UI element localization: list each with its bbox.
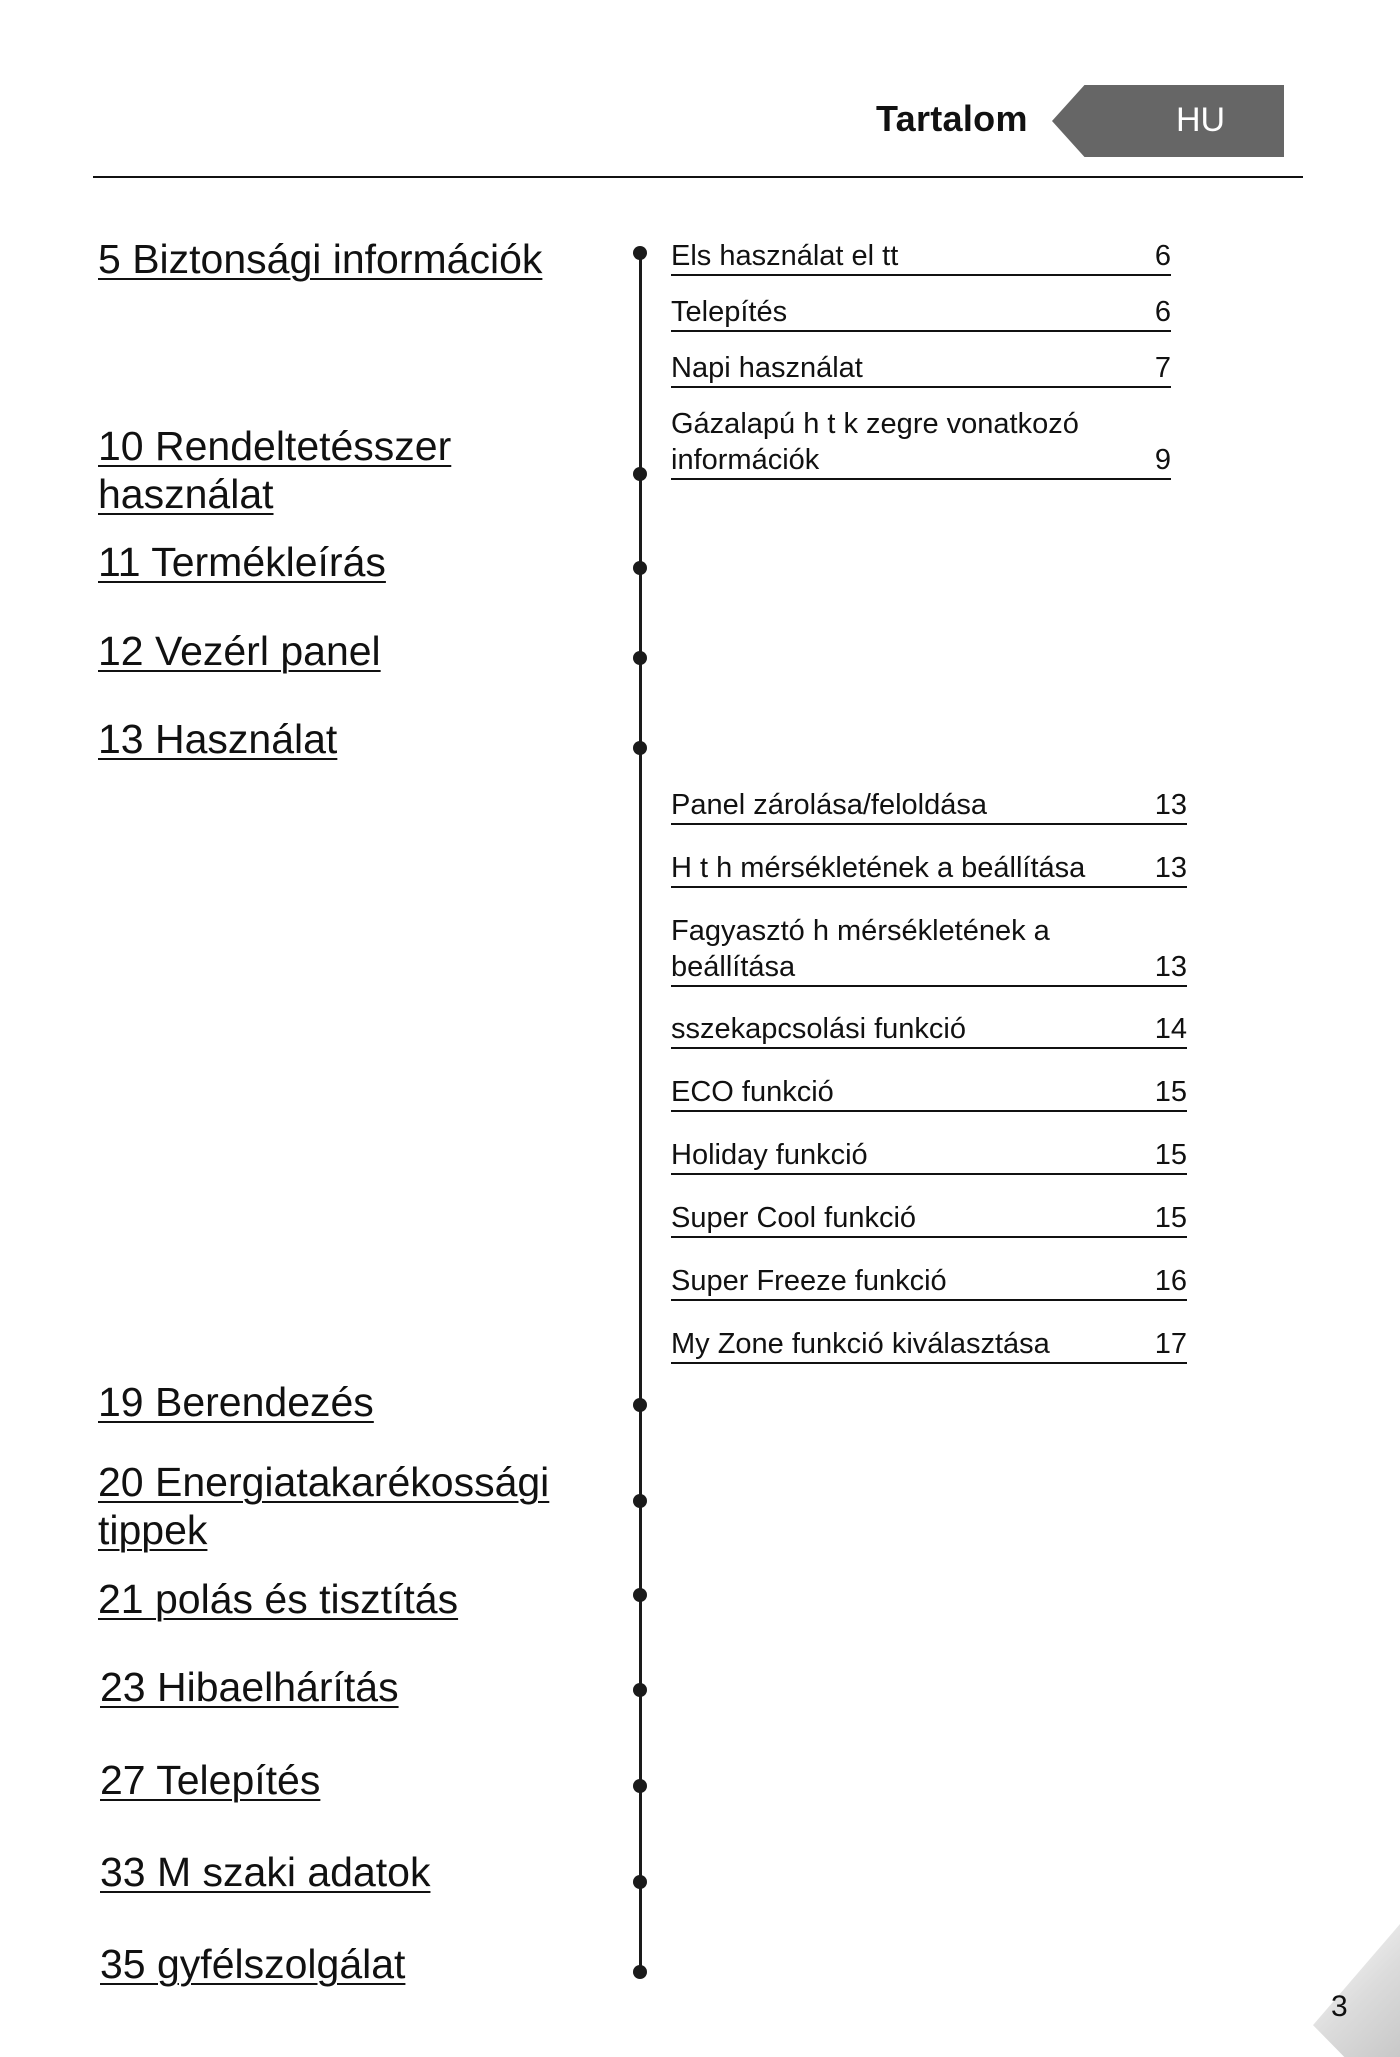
toc-entry[interactable]: [671, 913, 1187, 987]
toc-entry[interactable]: [671, 1200, 1187, 1238]
timeline-dot: [633, 651, 647, 665]
toc-entry-page: 13: [1154, 789, 1187, 821]
toc-entry[interactable]: [671, 294, 1171, 332]
timeline-dot: [633, 1779, 647, 1793]
toc-entry-page: 13: [1154, 951, 1187, 983]
page-number: 3: [1331, 1990, 1348, 2023]
header-divider: [93, 176, 1303, 178]
chapter-link-usage[interactable]: 13 Használat: [98, 716, 338, 762]
timeline-dot: [633, 1683, 647, 1697]
timeline-spine: [639, 252, 642, 1972]
page-title: Tartalom: [876, 98, 1028, 139]
chapter-link-customer-service[interactable]: 35 gyfélszolgálat: [100, 1941, 406, 1987]
toc-entry-page: 6: [1154, 296, 1171, 328]
toc-entry-label: Fagyasztó h mérsékletének a beállítása: [671, 915, 1050, 983]
timeline-dot: [633, 741, 647, 755]
toc-entry-page: 15: [1154, 1139, 1187, 1171]
chapter-link-troubleshooting[interactable]: 23 Hibaelhárítás: [100, 1664, 399, 1710]
toc-entry-label: ECO funkció: [671, 1076, 834, 1108]
toc-entry[interactable]: [671, 350, 1171, 388]
toc-entry-page: 16: [1154, 1265, 1187, 1297]
chapter-link-equipment[interactable]: 19 Berendezés: [98, 1379, 374, 1425]
toc-entry-label: Super Freeze funkció: [671, 1265, 947, 1297]
toc-entry-page: 13: [1154, 852, 1187, 884]
timeline-dot: [633, 467, 647, 481]
toc-entry-page: 15: [1154, 1202, 1187, 1234]
chapter-link-intended-use[interactable]: 10 Rendeltetésszer használat: [98, 423, 452, 517]
chapter-link-control-panel[interactable]: 12 Vezérl panel: [98, 628, 381, 674]
language-label: HU: [1176, 101, 1226, 139]
toc-entry[interactable]: [671, 406, 1171, 480]
timeline-dot: [633, 1965, 647, 1979]
language-tab: [1052, 85, 1284, 157]
toc-entry[interactable]: [671, 787, 1187, 825]
toc-entry[interactable]: [671, 1137, 1187, 1175]
toc-entry-label: Els használat el tt: [671, 240, 899, 272]
toc-entry-label: H t h mérsékletének a beállítása: [671, 852, 1086, 884]
timeline-dot: [633, 1875, 647, 1889]
toc-entry-page: 15: [1154, 1076, 1187, 1108]
toc-entry-page: 7: [1154, 352, 1171, 384]
page-corner-tab: [1313, 1924, 1400, 2057]
toc-entry-label: Gázalapú h t k zegre vonatkozó információk: [671, 408, 1079, 476]
chapter-link-product-description[interactable]: 11 Termékleírás: [98, 539, 386, 585]
toc-entry-label: Telepítés: [671, 296, 788, 328]
toc-entry-label: sszekapcsolási funkció: [671, 1013, 966, 1045]
toc-entry[interactable]: [671, 850, 1187, 888]
toc-entry-label: Panel zárolása/feloldása: [671, 789, 987, 821]
toc-entry[interactable]: [671, 238, 1171, 276]
timeline-dot: [633, 561, 647, 575]
chapter-link-energy-saving[interactable]: 20 Energiatakarékossági tippek: [98, 1459, 550, 1553]
toc-entry-page: 9: [1154, 444, 1171, 476]
toc-entry[interactable]: [671, 1326, 1187, 1364]
chapter-link-technical-data[interactable]: 33 M szaki adatok: [100, 1849, 431, 1895]
timeline-dot: [633, 1588, 647, 1602]
toc-entry-label: Super Cool funkció: [671, 1202, 917, 1234]
timeline-dot: [633, 1494, 647, 1508]
toc-entry-label: Napi használat: [671, 352, 863, 384]
chapter-link-care-cleaning[interactable]: 21 polás és tisztítás: [98, 1576, 459, 1622]
toc-entry[interactable]: [671, 1263, 1187, 1301]
toc-entry-page: 6: [1154, 240, 1171, 272]
chapter-link-installation[interactable]: 27 Telepítés: [100, 1757, 321, 1803]
toc-entry[interactable]: [671, 1074, 1187, 1112]
toc-entry-label: Holiday funkció: [671, 1139, 868, 1171]
chapter-link-safety[interactable]: 5 Biztonsági információk: [98, 236, 543, 282]
timeline-dot: [633, 1398, 647, 1412]
toc-entry-page: 14: [1154, 1013, 1187, 1045]
toc-entry-label: My Zone funkció kiválasztása: [671, 1328, 1050, 1360]
timeline-dot: [633, 246, 647, 260]
toc-entry[interactable]: [671, 1011, 1187, 1049]
toc-entry-page: 17: [1154, 1328, 1187, 1360]
